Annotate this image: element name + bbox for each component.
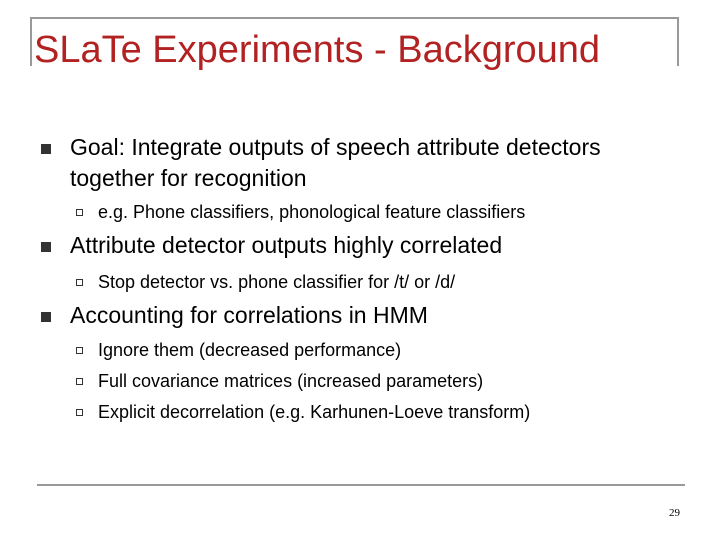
slide-title: SLaTe Experiments - Background xyxy=(34,29,601,71)
title-frame-top-rule xyxy=(30,17,678,19)
footer-rule xyxy=(37,484,685,486)
title-frame-left-rule xyxy=(30,17,32,66)
hollow-square-bullet-icon xyxy=(76,209,83,216)
sub-bullet-phone-classifiers: e.g. Phone classifiers, phonological feature classifiers xyxy=(98,202,526,222)
sub-bullet-stop-detector: Stop detector vs. phone classifier for /t/ or /d/ xyxy=(98,272,456,292)
bullet-goal: Goal: Integrate outputs of speech attribute detectors together for recognition xyxy=(70,134,601,191)
page-number: 29 xyxy=(669,507,680,519)
square-bullet-icon xyxy=(41,312,51,322)
sub-bullet-ignore: Ignore them (decreased performance) xyxy=(98,340,402,360)
sub-bullet-decorrelation: Explicit decorrelation (e.g. Karhunen-Loeve transform) xyxy=(98,402,531,422)
hollow-square-bullet-icon xyxy=(76,279,83,286)
hollow-square-bullet-icon xyxy=(76,347,83,354)
hollow-square-bullet-icon xyxy=(76,409,83,416)
bullet-correlated: Attribute detector outputs highly correlated xyxy=(70,232,503,258)
sub-bullet-full-covariance: Full covariance matrices (increased parameters) xyxy=(98,371,484,391)
bullet-hmm-correlations: Accounting for correlations in HMM xyxy=(70,302,428,328)
title-frame-right-rule xyxy=(677,17,679,66)
square-bullet-icon xyxy=(41,242,51,252)
square-bullet-icon xyxy=(41,144,51,154)
hollow-square-bullet-icon xyxy=(76,378,83,385)
